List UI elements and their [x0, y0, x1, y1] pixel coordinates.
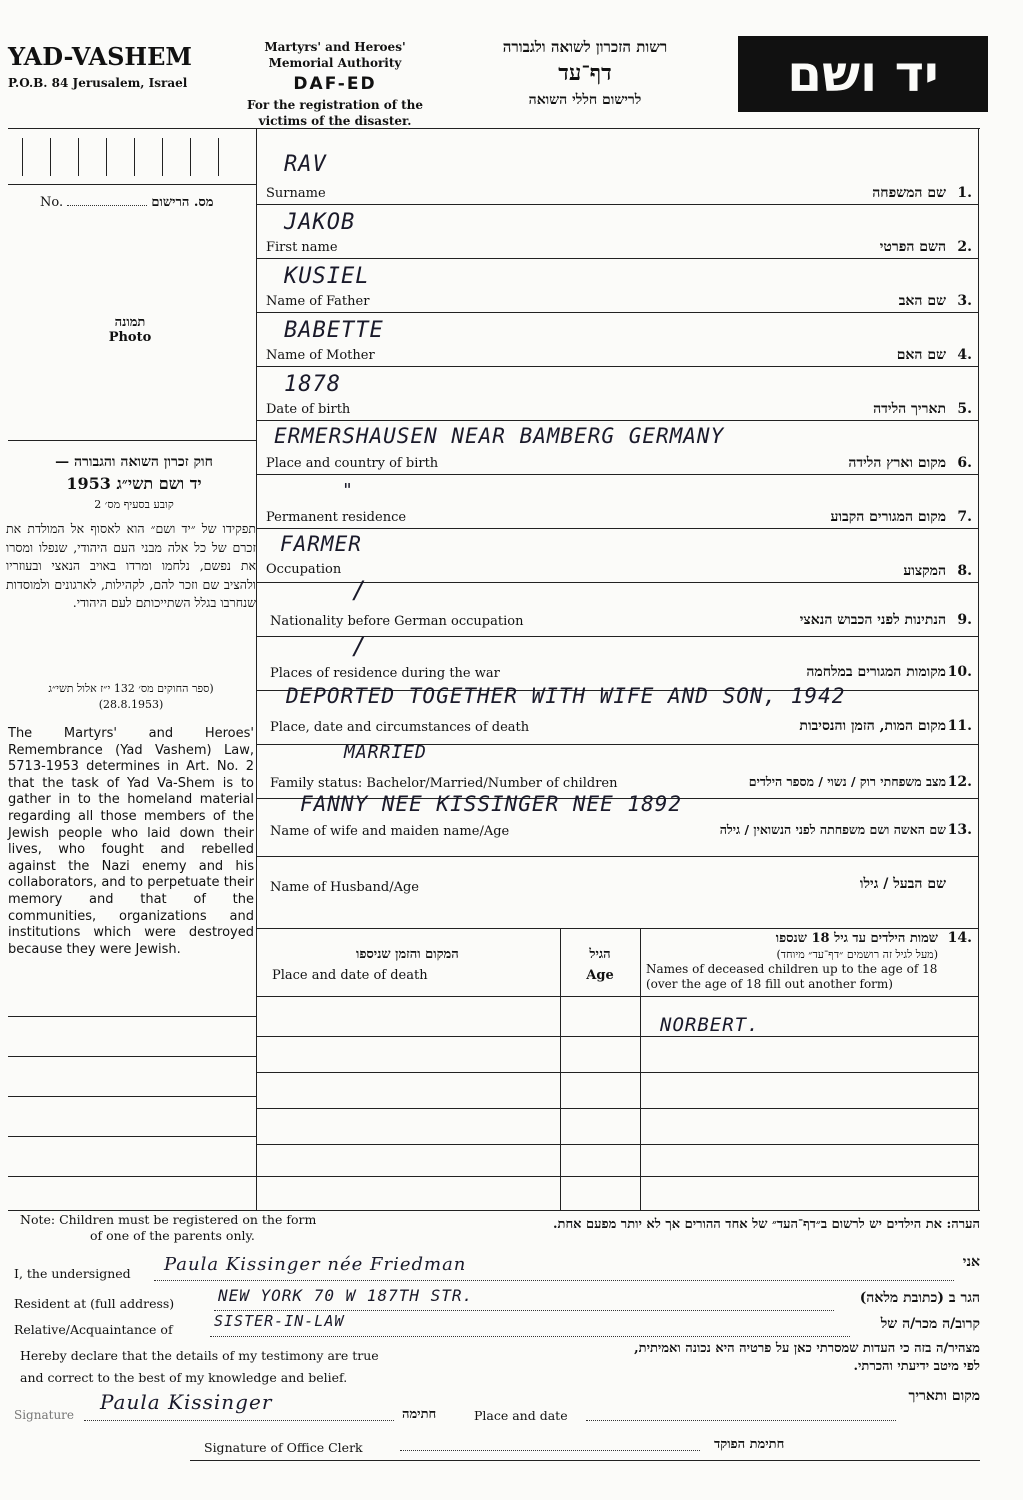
field-label-en: Name of Mother	[266, 348, 375, 363]
field-value: RAV	[284, 152, 327, 177]
field-mother-name[interactable]	[256, 312, 978, 366]
field-label-en: Family status: Bachelor/Married/Number of children	[270, 776, 618, 791]
resident-value: NEW YORK 70 W 187TH STR.	[218, 1286, 474, 1305]
relative-row[interactable]	[14, 1306, 984, 1337]
field-label-he: שם האשה ושם משפחתה לפני הנשואין / גילה	[719, 822, 946, 837]
field-value: ERMERSHAUSEN NEAR BAMBERG GERMANY	[274, 424, 725, 448]
field-value: FARMER	[280, 532, 362, 556]
relative-value: SISTER-IN-LAW	[214, 1312, 345, 1330]
field-number: 10.	[947, 664, 972, 680]
field-date-of-birth[interactable]	[256, 366, 978, 420]
field-war-residence[interactable]	[256, 632, 978, 690]
heb-authority: רשות הזכרון לשואה ולגבורה	[502, 38, 668, 56]
field-label-he: מקום המות, הזמן והנסיבות	[799, 718, 946, 734]
field-number: 4.	[957, 347, 972, 363]
law-clause-he: קובע בסעיף מס׳ 2	[94, 498, 174, 511]
note-he: הערה: את הילדים יש לרשום ב״דף־העד״ של אחד ההורים אך לא יותר מפעם אחת.	[553, 1217, 980, 1232]
photo-label-en: Photo	[108, 330, 152, 345]
field-label-he: המקצוע	[903, 563, 946, 579]
org-name: YAD-VASHEM	[8, 42, 192, 71]
field-value: 1878	[284, 372, 341, 397]
signature-row[interactable]	[14, 1388, 984, 1422]
registration-number-label	[40, 194, 213, 210]
field-label-he: מצב משפחתי רוק / נשוי / מספר הילדים	[748, 774, 946, 789]
field-label-he: שם האב	[898, 293, 946, 309]
field-father-name[interactable]	[256, 258, 978, 312]
field-value: MARRIED	[344, 742, 427, 763]
field-label-en: Name of Father	[266, 294, 370, 309]
field-place-of-birth[interactable]	[256, 420, 978, 474]
field-wife-name[interactable]	[256, 792, 978, 852]
field-value: /	[352, 632, 368, 660]
law-date: (28.8.1953)	[98, 698, 164, 711]
resident-label-en: Resident at (full address)	[14, 1296, 175, 1311]
children-number: 14.	[947, 930, 972, 946]
signature-line	[84, 1420, 394, 1421]
logo-text: יד ושם	[787, 45, 939, 103]
resident-label-he: הגר ב (כתובת מלאה)	[859, 1290, 980, 1306]
place-date-label-he: מקום ותאריך	[908, 1388, 980, 1404]
field-label-en: Occupation	[266, 562, 342, 577]
field-label-he: תאריך הלידה	[873, 401, 946, 417]
form-subtitle-1: For the registration of the	[246, 98, 423, 112]
field-value: JAKOB	[284, 210, 356, 235]
form-subtitle-2: victims of the disaster.	[258, 114, 412, 128]
law-text-en: The Martyrs' and Heroes' Remembrance (Yad Vashem) Law, 5713-1953 determines in Art. No. 2 that the task of Yad Va-Shem is to gather in to the homeland material regarding all those members of the Jewish people who laid down their lives, who fought and rebelled against the Nazi enemy and his collaborators, and to perpetuate their memory and that of the communities, organizations and institutions which were destroyed because they were Jewish.	[8, 726, 254, 957]
field-label-he: מקום וארץ הלידה	[848, 455, 946, 471]
signature-label-en: Signature	[14, 1408, 75, 1422]
field-number: 11.	[947, 718, 972, 734]
field-number: 8.	[957, 563, 972, 579]
field-number: 3.	[957, 293, 972, 309]
reg-label-en: No.	[40, 195, 64, 210]
heb-subtitle: לרישום חללי השואה	[528, 92, 642, 108]
child-name-1[interactable]: NORBERT.	[660, 1014, 760, 1036]
field-value: KUSIEL	[284, 264, 370, 289]
field-value: DEPORTED TOGETHER WITH WIFE AND SON, 1942	[286, 684, 846, 708]
note-en-2: of one of the parents only.	[90, 1228, 255, 1243]
field-label-en: First name	[266, 240, 338, 255]
field-number: 2.	[957, 239, 972, 255]
undersigned-value: Paula Kissinger née Friedman	[164, 1254, 467, 1275]
field-label-en: Permanent residence	[266, 510, 407, 525]
field-label-en: Place, date and circumstances of death	[270, 720, 530, 735]
note-en-1: Note: Children must be registered on the form	[20, 1212, 317, 1227]
field-value: FANNY NEE KISSINGER NEE 1892	[300, 792, 683, 816]
place-date-label-en: Place and date	[474, 1408, 568, 1423]
field-label-he: הנתינות לפני הכבוש הנאצי	[799, 612, 946, 628]
relative-label-he: קרוב/ה מכר/ה של	[880, 1316, 980, 1332]
form-title: DAF-ED	[293, 74, 377, 94]
field-number: 9.	[957, 612, 972, 628]
field-label-en: Name of Husband/Age	[270, 880, 419, 895]
children-note-he: (מעל לגיל זה רושמים ״דף־עד״ מיוחד)	[776, 948, 938, 961]
children-age-he: הגיל	[589, 947, 611, 962]
undersigned-label-he: אני	[962, 1254, 980, 1270]
field-label-en: Places of residence during the war	[270, 666, 500, 681]
field-value: /	[352, 576, 368, 604]
children-table	[256, 928, 978, 1210]
field-number: 7.	[957, 509, 972, 525]
field-label-en: Date of birth	[266, 402, 351, 417]
clerk-label-he: חתימת הפוקד	[714, 1437, 785, 1452]
field-label-en: Surname	[266, 186, 326, 201]
undersigned-row[interactable]	[14, 1250, 984, 1281]
field-label-he: שם הבעל / גילו	[859, 876, 946, 892]
heb-title: דף־עד	[558, 60, 612, 86]
reg-label-he: מס. הרישום	[151, 195, 214, 210]
field-value: BABETTE	[284, 318, 384, 343]
law-title-he: חוק זכרון השואה והגבורה —	[55, 454, 213, 470]
field-label-en: Name of wife and maiden name/Age	[270, 824, 510, 839]
signature-label-he: חתימה	[402, 1407, 437, 1422]
field-number: 12.	[947, 774, 972, 790]
declare-he-1: מצהיר/ה בזה כי העדות שמסרתי כאן על פרטיה היא נכונה ואמיתית,	[634, 1341, 980, 1356]
signature-value: Paula Kissinger	[100, 1390, 273, 1414]
field-label-he: שם האם	[896, 347, 946, 363]
children-place-en: Place and date of death	[272, 968, 428, 983]
field-label-he: שם המשפחה	[872, 185, 946, 201]
clerk-label-en: Signature of Office Clerk	[204, 1440, 363, 1455]
children-title-he: שמות הילדים עד גיל 18 שנספו	[775, 931, 938, 946]
clerk-row[interactable]	[14, 1428, 984, 1454]
registration-boxes	[22, 138, 247, 176]
law-text-he: תפקידו של ״יד ושם״ הוא לאסוף אל המולדת את זכרם של כל אלה מבני העם היהודי, שנפלו ומסרו את נפשם, נלחמו ומרדו באויב הנאצי ובעוזריו ולהציב שם וזכר להם, לקהילות, לארגונים ולמוסדות שנחרבו בגלל השתייכותם לעם היהודי.	[6, 521, 256, 610]
authority-line2: Memorial Authority	[268, 56, 402, 70]
children-age-en: Age	[586, 968, 614, 983]
field-label-he: מקום המגורים הקבוע	[830, 509, 946, 525]
law-title-he2: יד ושם תשי״ג 1953	[66, 474, 202, 493]
relative-line	[210, 1336, 850, 1337]
declare-en-1: Hereby declare that the details of my testimony are true	[20, 1348, 379, 1363]
place-date-line	[586, 1420, 896, 1421]
clerk-line	[400, 1450, 700, 1451]
field-death-circumstances[interactable]	[256, 684, 978, 744]
field-label-en: Place and country of birth	[266, 456, 439, 471]
children-note-en: (over the age of 18 fill out another form)	[646, 977, 893, 991]
field-number: 13.	[947, 822, 972, 838]
relative-label-en: Relative/Acquaintance of	[14, 1322, 173, 1337]
law-ref-he: (ספר החוקים מס׳ 132 י״ז אלול תשי״ג	[48, 682, 214, 695]
field-family-status[interactable]	[256, 744, 978, 798]
field-number: 5.	[957, 401, 972, 417]
field-label-en: Nationality before German occupation	[270, 614, 524, 629]
org-address: P.O.B. 84 Jerusalem, Israel	[8, 76, 188, 90]
photo-label-he: תמונה	[114, 315, 146, 330]
children-title-en: Names of deceased children up to the age of 18	[646, 962, 938, 976]
field-value: "	[342, 480, 354, 501]
field-nationality[interactable]	[256, 576, 978, 636]
children-place-he: המקום והזמן שניספו	[356, 947, 459, 962]
field-husband-name[interactable]	[256, 856, 978, 928]
field-label-he: מקומות המגורים במלחמה	[806, 664, 946, 680]
resident-row[interactable]	[14, 1280, 984, 1311]
field-permanent-residence[interactable]	[256, 474, 978, 528]
declare-en-2: and correct to the best of my knowledge and belief.	[20, 1370, 348, 1385]
field-number: 6.	[957, 455, 972, 471]
field-first-name[interactable]	[256, 204, 978, 258]
field-number: 1.	[957, 185, 972, 201]
field-surname[interactable]	[256, 128, 978, 201]
authority-line1: Martyrs' and Heroes'	[264, 40, 406, 54]
field-label-he: השם הפרטי	[879, 239, 946, 255]
undersigned-label-en: I, the undersigned	[14, 1266, 131, 1281]
declare-he-2: לפי מיטב ידיעתי והכרתי.	[853, 1359, 980, 1374]
field-occupation[interactable]	[256, 528, 978, 582]
